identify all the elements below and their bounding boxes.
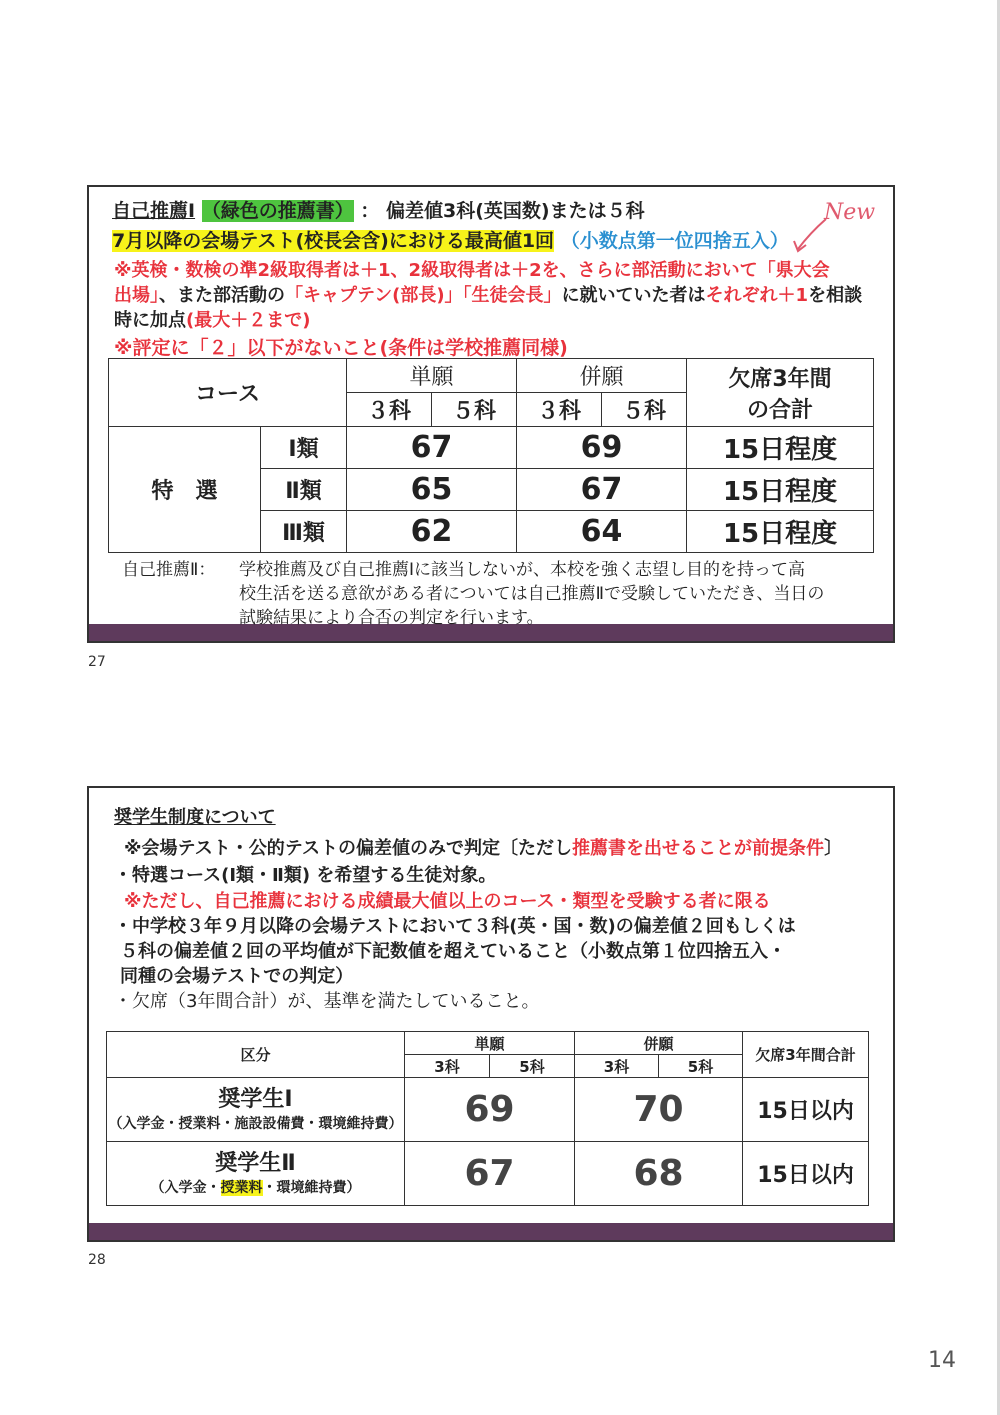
tangan-header: 単願: [405, 1032, 575, 1055]
row-type: Ⅲ類: [261, 511, 347, 553]
scholarship-title: 奨学生制度について: [114, 807, 276, 828]
bonus-text-i: (最大＋２まで): [186, 310, 311, 331]
scholarship-rule-2: ・特選コース(Ⅰ類・Ⅱ類) を希望する生徒対象。: [114, 865, 497, 886]
scholarship-rule-6: 同種の会場テストでの判定）: [120, 966, 354, 987]
tuition-highlight: 授業料: [220, 1179, 263, 1196]
green-form-badge: （緑色の推薦書）: [201, 200, 354, 222]
scholarship-1-label: [107, 1078, 405, 1142]
scholarship-2-label: [107, 1142, 405, 1206]
scholarship-1-name: 奨学生Ⅰ: [218, 1086, 293, 1112]
tangan-3ka: ３科: [347, 393, 432, 427]
scholarship-rule-3: ※ただし、自己推薦における成績最大値以上のコース・類型を受験する者に限る: [124, 891, 771, 912]
absence-header-line1: 欠席3年間: [728, 366, 832, 392]
heigan-score: 64: [517, 511, 687, 553]
heigan-5ka: ５科: [602, 393, 687, 427]
heigan-score: 68: [575, 1142, 743, 1206]
tangan-header: 単願: [347, 359, 517, 393]
bonus-text-e: に就いていた者は: [561, 285, 706, 306]
tangan-score: 65: [347, 469, 517, 511]
absence-limit: 15日程度: [687, 511, 874, 553]
jiko2-text-line3: 試験結果により合否の判定を行います。: [239, 608, 544, 628]
row-type: Ⅱ類: [261, 469, 347, 511]
best-score-highlight: 7月以降の会場テスト(校長会含)における最高値1回: [112, 230, 555, 252]
absence-header: [687, 359, 874, 427]
jiko1-title: 自己推薦Ⅰ: [112, 200, 196, 222]
arrow-icon: [790, 215, 830, 255]
absence-header: 欠席3年間合計: [743, 1032, 869, 1078]
tangan-score: 67: [347, 427, 517, 469]
absence-limit: 15日程度: [687, 469, 874, 511]
bonus-rule-line1: ※英検・数検の準2級取得者は＋1、2級取得者は＋2を、さらに部活動において「県大会: [114, 260, 830, 281]
jiko1-criteria: 偏差値3科(英国数)または５科: [385, 200, 645, 222]
scholarship-1-detail: （入学金・授業料・施設設備費・環境維持費）: [108, 1115, 403, 1132]
best-score-rule: [112, 226, 789, 253]
tangan-3ka: 3科: [405, 1055, 490, 1078]
tangan-5ka: 5科: [490, 1055, 575, 1078]
heigan-header: 併願: [575, 1032, 743, 1055]
slide-footer-bar: [89, 1223, 893, 1240]
heading-colon: ：: [360, 200, 380, 222]
heigan-score: 67: [517, 469, 687, 511]
detail-text-a: （入学金・: [150, 1179, 221, 1196]
bonus-rule-line2: [114, 281, 862, 307]
course-header: コース: [109, 359, 347, 427]
bonus-text-c: 、また部活動の: [159, 285, 285, 306]
absence-header-line2: の合計: [747, 397, 814, 423]
rule1-text-a: ※会場テスト・公的テストの偏差値のみで判定〔ただし: [124, 838, 573, 859]
detail-text-c: ・環境維持費）: [262, 1179, 361, 1196]
heigan-score: 70: [575, 1078, 743, 1142]
scholarship-table: [106, 1031, 869, 1206]
scholarship-2-name: 奨学生Ⅱ: [215, 1150, 296, 1176]
kubun-header: 区分: [107, 1032, 405, 1078]
absence-limit: 15日以内: [743, 1142, 869, 1206]
page-number: 14: [928, 1348, 956, 1373]
scholarship-rule-4: ・中学校３年９月以降の会場テストにおいて３科(英・国・数)の偏差値２回もしくは: [114, 916, 796, 937]
bonus-rule-line3: [114, 306, 310, 332]
rule1-text-b: 推薦書を出せることが前提条件: [572, 838, 825, 859]
tangan-score: 69: [405, 1078, 575, 1142]
tangan-score: 62: [347, 511, 517, 553]
heigan-score: 69: [517, 427, 687, 469]
tokusen-group: 特 選: [109, 427, 261, 553]
heigan-header: 併願: [517, 359, 687, 393]
bonus-text-b: 出場」: [114, 285, 159, 306]
slide-number: 27: [88, 654, 106, 670]
jiko2-label: 自己推薦Ⅱ：: [122, 560, 216, 580]
absence-limit: 15日以内: [743, 1078, 869, 1142]
grade-condition: ※評定に「２」以下がないこと(条件は学校推薦同様): [114, 337, 568, 359]
absence-limit: 15日程度: [687, 427, 874, 469]
jiko1-score-table: [108, 358, 874, 553]
row-type: Ⅰ類: [261, 427, 347, 469]
heigan-3ka: 3科: [575, 1055, 659, 1078]
scholarship-rule-1: [124, 834, 842, 860]
tangan-5ka: ５科: [432, 393, 517, 427]
jiko2-text-line1: 学校推薦及び自己推薦Ⅰに該当しないが、本校を強く志望し目的を持って高: [239, 560, 806, 580]
new-handwritten-note: New: [824, 200, 876, 225]
scholarship-2-detail: [107, 1177, 404, 1197]
heigan-5ka: 5科: [659, 1055, 743, 1078]
rule1-text-c: 〕: [824, 838, 843, 859]
jiko2-text-line2: 校生活を送る意欲がある者については自己推薦Ⅱで受験していただき、当日の: [239, 584, 825, 604]
bonus-text-f: それぞれ＋1: [705, 285, 809, 306]
heigan-3ka: ３科: [517, 393, 602, 427]
scholarship-rule-7: ・欠席（3年間合計）が、基準を満たしていること。: [114, 991, 540, 1012]
bonus-text-d: 「キャプテン(部長)」「生徒会長」: [285, 285, 562, 306]
jiko1-heading: [112, 196, 645, 223]
scholarship-rule-5: ５科の偏差値２回の平均値が下記数値を超えていること（小数点第１位四捨五入・: [120, 941, 786, 962]
tangan-score: 67: [405, 1142, 575, 1206]
bonus-text-g: を相談: [808, 285, 863, 306]
rounding-note: （小数点第一位四捨五入）: [560, 230, 789, 252]
bonus-text-h: 時に加点: [114, 310, 186, 331]
slide-number: 28: [88, 1252, 106, 1268]
